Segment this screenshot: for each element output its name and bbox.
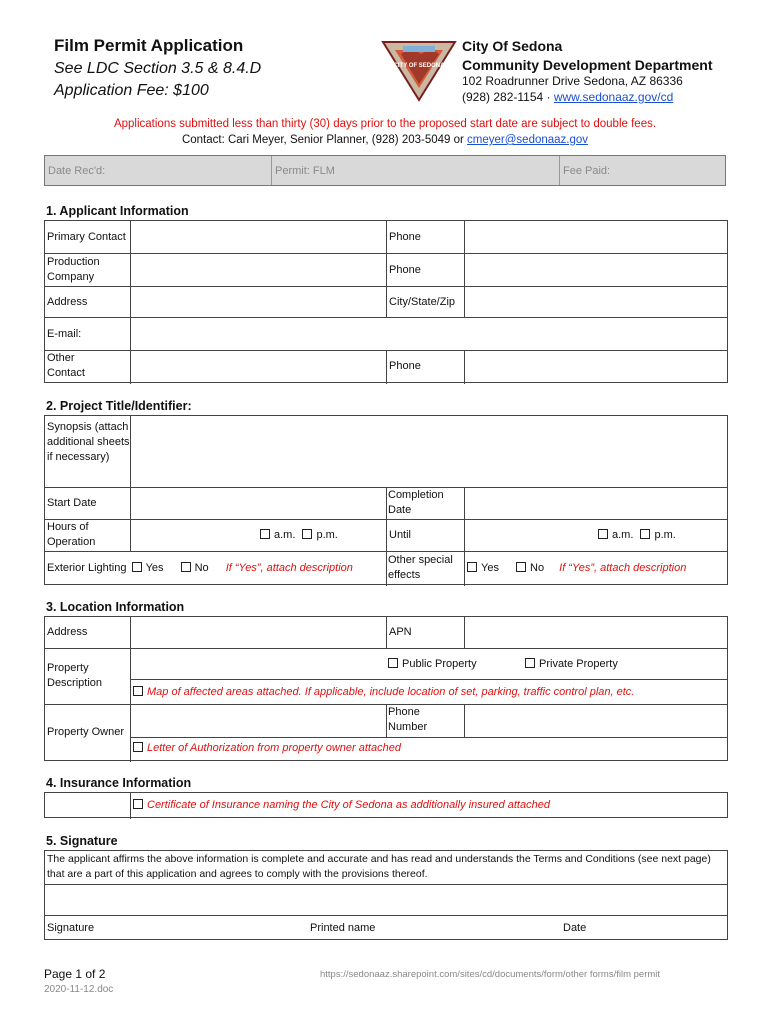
map-attached-note: Map of affected areas attached. If applicable, include location of set, parking, traffic control plan, etc. <box>147 686 635 698</box>
apn-label: APN <box>389 626 412 638</box>
location-address-label: Address <box>47 626 88 638</box>
city-state-zip-input[interactable] <box>465 287 727 316</box>
lighting-no-label: No <box>194 562 209 574</box>
am-checkbox-1[interactable] <box>260 529 270 539</box>
effects-if-yes-note: If “Yes”, attach description <box>559 562 687 574</box>
private-property-checkbox[interactable] <box>525 658 535 668</box>
department-address: 102 Roadrunner Drive Sedona, AZ 86336 <box>462 74 683 88</box>
pm-label-2: p.m. <box>654 529 676 541</box>
pm-checkbox-1[interactable] <box>302 529 312 539</box>
pm-label-1: p.m. <box>316 529 338 541</box>
printed-name-label: Printed name <box>310 922 376 934</box>
form-title: Film Permit Application <box>54 36 244 55</box>
section5-heading: 5. Signature <box>46 834 118 848</box>
phone-input-3[interactable] <box>465 351 727 383</box>
department-phone <box>462 90 673 104</box>
am-label-2: a.m. <box>612 529 634 541</box>
owner-phone-label: Phone Number <box>388 706 428 733</box>
private-property-option <box>525 657 618 672</box>
phone-label-3: Phone <box>389 360 421 372</box>
production-company-label: Production Company <box>47 256 100 283</box>
signature-table <box>44 850 728 940</box>
property-description-label: Property Description <box>47 662 103 689</box>
am-label-1: a.m. <box>274 529 296 541</box>
synopsis-label: Synopsis (attach additional sheets if necessary) <box>47 421 130 463</box>
public-property-label: Public Property <box>402 658 477 670</box>
exterior-lighting-label: Exterior Lighting <box>47 562 127 574</box>
section4-heading: 4. Insurance Information <box>46 776 192 790</box>
letter-option <box>133 741 401 756</box>
primary-contact-label: Primary Contact <box>47 231 126 243</box>
effects-yes-label: Yes <box>481 562 499 574</box>
hours-label: Hours of Operation <box>47 521 96 548</box>
address-input[interactable] <box>131 287 385 316</box>
hours-ampm <box>260 528 338 543</box>
signature-label: Signature <box>47 922 95 934</box>
phone-separator: · <box>543 90 554 104</box>
start-date-input[interactable] <box>131 488 385 518</box>
permit-label: Permit: FLM <box>275 165 335 177</box>
insurance-option <box>133 798 550 813</box>
pm-checkbox-2[interactable] <box>640 529 650 539</box>
location-address-input[interactable] <box>131 618 385 647</box>
until-label: Until <box>389 529 412 541</box>
fee-paid-label: Fee Paid: <box>563 165 611 177</box>
phone-input-1[interactable] <box>465 222 727 252</box>
insurance-note: Certificate of Insurance naming the City of Sedona as additionally insured attached <box>147 799 550 811</box>
email-input[interactable] <box>131 318 727 349</box>
applicant-table <box>44 220 728 383</box>
contact-prefix: Contact: Cari Meyer, Senior Planner, (928) 203-5049 or <box>181 134 468 146</box>
email-label: E-mail: <box>47 328 82 340</box>
effects-no-label: No <box>530 562 545 574</box>
map-attached-checkbox[interactable] <box>133 686 143 696</box>
start-date-label: Start Date <box>47 497 97 509</box>
double-fee-warning: Applications submitted less than thirty (30) days prior to the proposed start date are subject to double fees. <box>113 118 657 130</box>
lighting-yes-label: Yes <box>145 562 164 574</box>
synopsis-input[interactable] <box>131 417 727 486</box>
lighting-yes-checkbox[interactable] <box>132 562 142 572</box>
address-label: Address <box>47 296 88 308</box>
page-number: Page 1 of 2 <box>44 967 106 981</box>
insurance-checkbox[interactable] <box>133 799 143 809</box>
document-path: https://sedonaaz.sharepoint.com/sites/cd/documents/form/other forms/film permit <box>320 969 661 980</box>
production-company-input[interactable] <box>131 254 385 285</box>
website-link[interactable]: www.sedonaaz.gov/cd <box>553 90 674 104</box>
property-owner-label: Property Owner <box>47 726 125 738</box>
until-ampm <box>598 528 676 543</box>
ldc-reference: See LDC Section 3.5 & 8.4.D <box>54 60 262 77</box>
lighting-if-yes-note: If “Yes”, attach description <box>225 562 353 574</box>
effects-no-checkbox[interactable] <box>516 562 526 572</box>
seal-text: CITY OF SEDONA <box>393 63 445 69</box>
application-fee: Application Fee: $100 <box>54 82 209 99</box>
phone-number: (928) 282-1154 <box>462 90 544 104</box>
city-state-zip-label: City/State/Zip <box>389 296 456 308</box>
property-owner-input[interactable] <box>131 705 385 736</box>
private-property-label: Private Property <box>539 658 618 670</box>
date-label: Date <box>563 922 587 934</box>
letter-checkbox[interactable] <box>133 742 143 752</box>
department-name: Community Development Department <box>462 57 713 73</box>
exterior-lighting-row <box>47 561 353 576</box>
city-seal-logo <box>381 40 457 102</box>
contact-email-link[interactable]: cmeyer@sedonaaz.gov <box>467 134 589 146</box>
affirmation-text: The applicant affirms the above information is complete and accurate and has read and understands the Terms and Conditions (see next page) that are a part of this application and agrees to comply with the provisions thereof. <box>47 853 711 880</box>
other-effects-label: Other special effects <box>388 554 453 581</box>
completion-date-input[interactable] <box>465 488 727 518</box>
phone-input-2[interactable] <box>465 254 727 285</box>
signature-input[interactable] <box>46 885 728 914</box>
public-property-option <box>388 657 477 672</box>
city-name: City Of Sedona <box>462 38 563 54</box>
effects-yes-checkbox[interactable] <box>467 562 477 572</box>
section3-heading: 3. Location Information <box>46 600 185 614</box>
office-use-bar <box>44 155 726 186</box>
completion-date-label: Completion Date <box>388 489 444 516</box>
phone-label-1: Phone <box>389 231 421 243</box>
section2-heading: 2. Project Title/Identifier: <box>46 399 192 413</box>
owner-phone-input[interactable] <box>465 705 727 736</box>
phone-label-2: Phone <box>389 264 421 276</box>
lighting-no-checkbox[interactable] <box>181 562 191 572</box>
insurance-table <box>44 792 728 818</box>
apn-input[interactable] <box>465 618 727 647</box>
public-property-checkbox[interactable] <box>388 658 398 668</box>
location-table <box>44 616 728 761</box>
date-received-label: Date Rec'd: <box>48 165 106 177</box>
map-attached-option <box>133 685 634 700</box>
primary-contact-input[interactable] <box>131 222 385 252</box>
section1-heading: 1. Applicant Information <box>46 204 189 218</box>
project-table <box>44 415 728 585</box>
other-contact-input[interactable] <box>131 351 385 383</box>
contact-line <box>0 134 770 146</box>
effects-row <box>467 561 686 576</box>
letter-note: Letter of Authorization from property owner attached <box>147 742 401 754</box>
document-version: 2020-11-12.doc <box>44 984 114 995</box>
other-contact-label: Other Contact <box>47 352 85 379</box>
am-checkbox-2[interactable] <box>598 529 608 539</box>
